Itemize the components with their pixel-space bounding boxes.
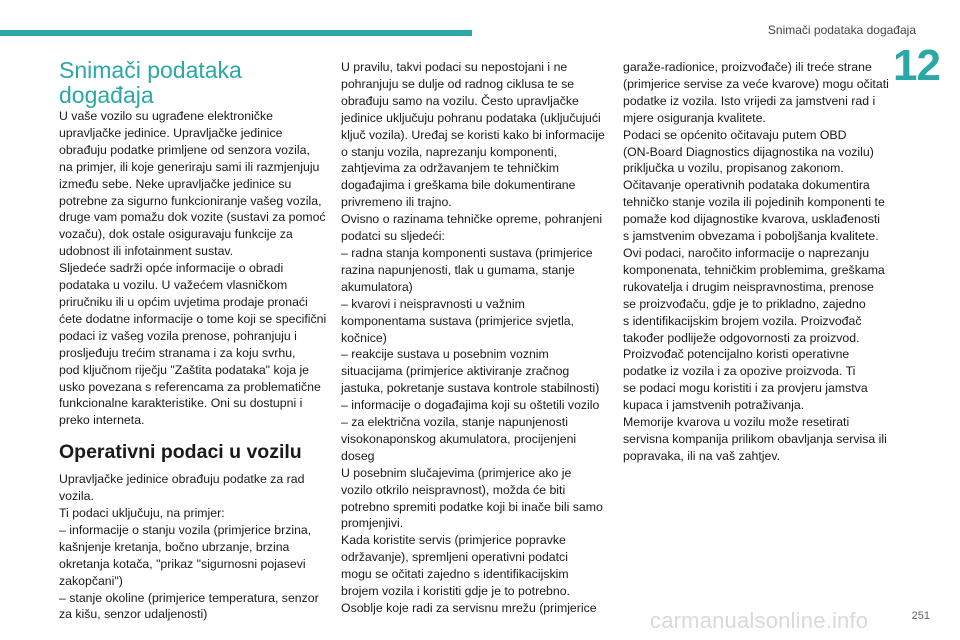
- intro-paragraph: U vaše vozilo su ugrađene elektroničke upravljačke jedinice. Upravljačke jedinice obrađuju podatke primljene od senzora vozila, na primjer, ili koje generiraju sami ili razmjenjuju između sebe. Neke upravljačke jedinice su potrebne za sigurno funkcioniranje vašeg vozila, druge vam pomažu dok vozite (sustavi za pomoć vozaču), dok ostale osiguravaju funkcije za udobnost ili infotainment sustav. Sljedeće sadrži opće informacije o obradi podataka u vozilu. U važećem vlasničkom priručniku ili u općim uvjetima prodaje pronaći ćete dodatne informacije o tome koji se specifični podaci iz vašeg vozila prenose, pohranjuju i prosljeđuju trećim stranama i za koju svrhu, pod ključnom riječju "Zaštita podataka" koja je usko povezana s referencama za problematične funkcionalne karakteristike. Oni su dostupni i preko interneta.: [59, 109, 327, 428]
- subheading-operational-data: Operativni podaci u vozilu: [59, 441, 302, 464]
- chapter-title: Snimači podataka događaja: [767, 23, 916, 37]
- watermark: carmanualsonline.info: [650, 608, 869, 633]
- section-title: Snimači podataka događaja: [59, 57, 242, 108]
- column-2: [341, 59, 609, 617]
- column-3-text: garaže-radionice, proizvođače) ili treće strane (primjerice servise za veće kvarove) mogu očitati podatke iz vozila. Isto vrijedi za jamstveni rad i mjere osiguranja kvalitete. Podaci se općenito očitavaju putem OBD (ON-Board Diagnostics dijagnostika na vozilu) priključka u vozilu, propisanog zakonom. Očitavanje operativnih podataka dokumentira tehničko stanje vozila ili pojedinih komponenti te pomaže kod dijagnostike kvarova, usklađenosti s jamstvenim obvezama i poboljšanja kvalitete. Ovi podaci, naročito informacije o naprezanju komponenata, tehničkim problemima, greškama rukovatelja i drugim neispravnostima, prenose se proizvođaču, gdje je to prikladno, zajedno s identifikacijskim brojem vozila. Proizvođač također podliježe odgovornosti za proizvod. Proizvođač potencijalno koristi operativne podatke iz vozila i za opozive proizvoda. Ti se podaci mogu koristiti i za provjeru jamstva kupaca i jamstvenih potraživanja. Memorije kvarova u vozilu može resetirati servisna kompanija prilikom obavljanja servisa ili popravaka, ili na vaš zahtjev.: [623, 60, 889, 463]
- header-accent-bar: [0, 30, 472, 36]
- page-number: 251: [911, 610, 930, 622]
- chapter-number: 12: [893, 41, 940, 90]
- column-3: [623, 59, 891, 465]
- column-2-text: U pravilu, takvi podaci su nepostojani i ne pohranjuju se dulje od radnog ciklusa te se obrađuju samo na vozilu. Često upravljačke jedinice uključuju pohranu podataka (uključujući ključ vozila). Uređaj se koristi kako bi informacije o stanju vozila, naprezanju komponenti, zahtjevima za održavanjem te tehničkim događajima i greškama bile dokumentirane privremeno ili trajno. Ovisno o razinama tehničke opreme, pohranjeni podatci su sljedeći: – radna stanja komponenti sustava (primjerice razina napunjenosti, tlak u gumama, stanje akumulatora) – kvarovi i neispravnosti u važnim komponentama sustava (primjerice svjetla, kočnice) – reakcije sustava u posebnim voznim situacijama (primjerice aktiviranje zračnog jastuka, pokretanje sustava kontrole stabilnosti) – informacije o događajima koji su oštetili vozilo – za električna vozila, stanje napunjenosti visokonaponskog akumulatora, procijenjeni doseg U posebnim slučajevima (primjerice ako je vozilo otkrilo neispravnost), možda će biti potrebno spremiti podatke koji bi inače bili samo promjenjivi. Kada koristite servis (primjerice popravke održavanje), spremljeni operativni podatci mogu se očitati zajedno s identifikacijskim brojem vozila i koristiti gdje je to potrebno. Osoblje koje radi za servisnu mrežu (primjerice: [341, 60, 605, 615]
- column-1: [59, 58, 327, 623]
- operational-data-paragraph: Upravljačke jedinice obrađuju podatke za rad vozila. Ti podaci uključuju, na primjer: – informacije o stanju vozila (primjerice brzina, kašnjenje kretanja, bočno ubrzanje, brzina okretanja kotača, "prikaz "sigurnosni pojasevi zakopčani") – stanje okoline (primjerice temperatura, senzor za kišu, senzor udaljenosti): [59, 472, 319, 622]
